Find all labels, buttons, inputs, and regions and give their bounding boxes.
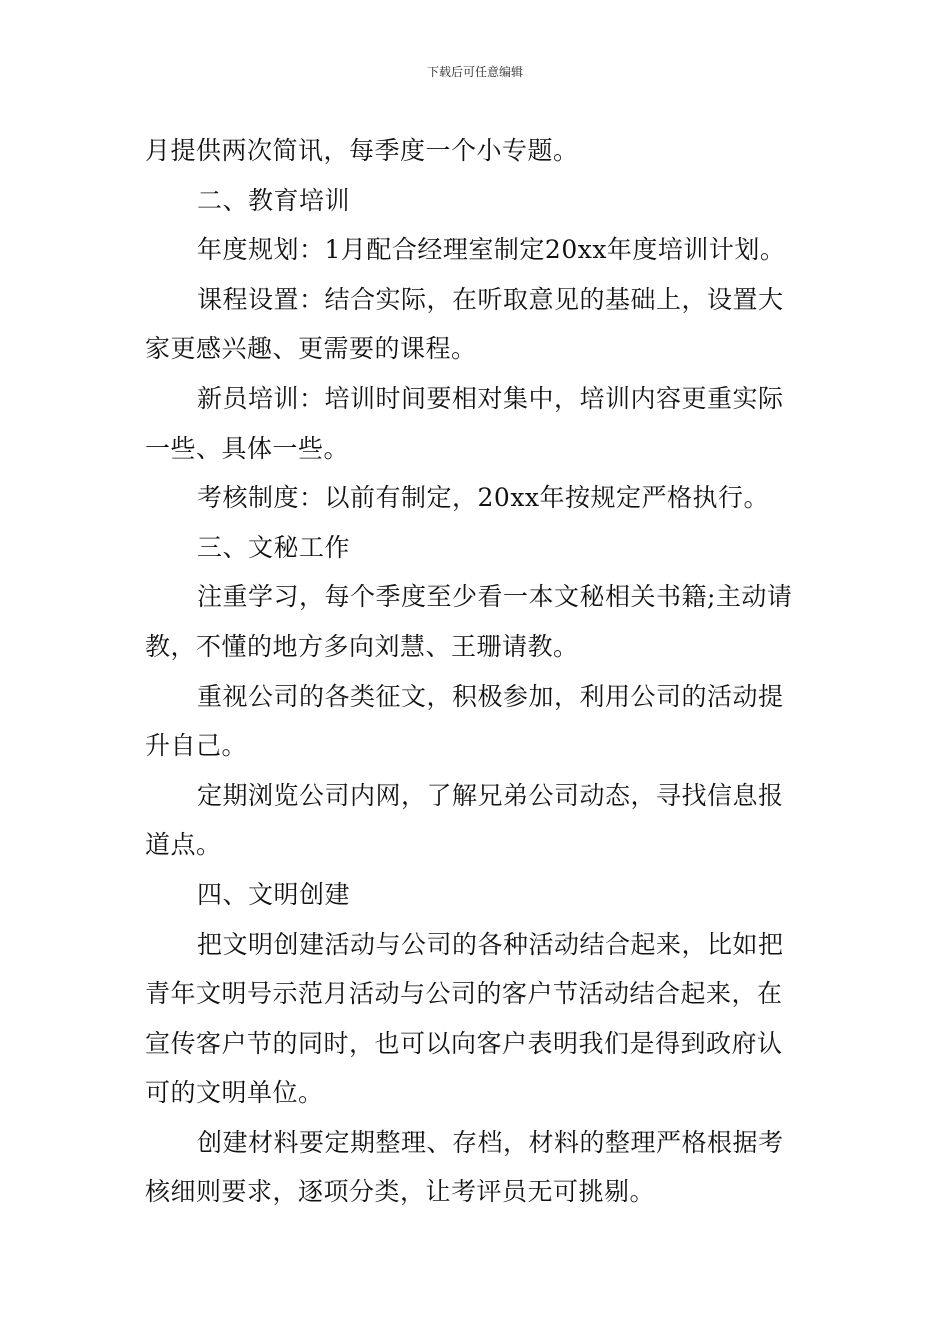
section-heading: 三、文秘工作 [197, 532, 351, 562]
section-heading: 二、教育培训 [197, 185, 351, 215]
paragraph-line: 年度规划：1月配合经理室制定20xx年度培训计划。 [197, 235, 786, 265]
paragraph-line: 核细则要求，逐项分类，让考评员无可挑剔。 [145, 1177, 656, 1207]
page-header-note: 下载后可任意编辑 [426, 65, 523, 79]
paragraph-line: 家更感兴趣、更需要的课程。 [145, 334, 477, 364]
paragraph-line: 宣传客户节的同时，也可以向客户表明我们是得到政府认 [145, 1028, 783, 1058]
paragraph-line: 可的文明单位。 [145, 1078, 324, 1108]
paragraph-line: 把文明创建活动与公司的各种活动结合起来，比如把 [197, 929, 784, 959]
document-body [145, 126, 807, 1217]
section-heading: 四、文明创建 [197, 879, 351, 909]
paragraph-line: 升自己。 [145, 731, 248, 761]
paragraph-line: 注重学习，每个季度至少看一本文秘相关书籍;主动请 [197, 582, 793, 612]
paragraph-line: 定期浏览公司内网，了解兄弟公司动态，寻找信息报 [197, 780, 784, 810]
paragraph-line: 课程设置：结合实际，在听取意见的基础上，设置大 [197, 284, 784, 314]
paragraph-line: 考核制度：以前有制定，20xx年按规定严格执行。 [197, 483, 770, 513]
paragraph-line: 教，不懂的地方多向刘慧、王珊请教。 [145, 631, 579, 661]
paragraph-line: 道点。 [145, 830, 222, 860]
paragraph-line: 创建材料要定期整理、存档，材料的整理严格根据考 [197, 1127, 784, 1157]
paragraph-line: 青年文明号示范月活动与公司的客户节活动结合起来，在 [145, 979, 783, 1009]
paragraph-line: 月提供两次简讯，每季度一个小专题。 [145, 136, 579, 165]
paragraph-line: 重视公司的各类征文，积极参加，利用公司的活动提 [197, 681, 784, 711]
paragraph-line: 一些、具体一些。 [145, 433, 350, 463]
paragraph-line: 新员培训：培训时间要相对集中，培训内容更重实际 [197, 383, 784, 413]
